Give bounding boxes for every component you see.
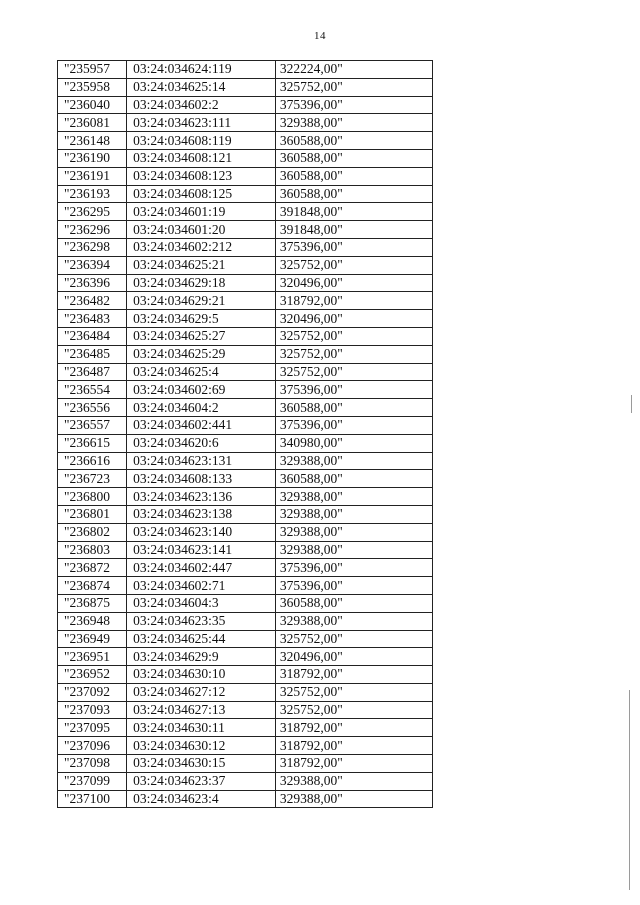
row-number: "237092 bbox=[58, 683, 127, 701]
table-row bbox=[58, 256, 433, 274]
table-row bbox=[58, 416, 433, 434]
table-row bbox=[58, 737, 433, 755]
value-cell: 320496,00" bbox=[275, 648, 432, 666]
value-cell: 375396,00" bbox=[275, 96, 432, 114]
cadastral-number: 03:24:034630:11 bbox=[127, 719, 276, 737]
value-cell: 391848,00" bbox=[275, 203, 432, 221]
value-cell: 325752,00" bbox=[275, 701, 432, 719]
cadastral-number: 03:24:034623:138 bbox=[127, 505, 276, 523]
value-cell: 329388,00" bbox=[275, 505, 432, 523]
table-row bbox=[58, 755, 433, 773]
cadastral-number: 03:24:034623:35 bbox=[127, 612, 276, 630]
cadastral-number: 03:24:034602:447 bbox=[127, 559, 276, 577]
row-number: "236874 bbox=[58, 577, 127, 595]
table-row bbox=[58, 790, 433, 808]
value-cell: 329388,00" bbox=[275, 790, 432, 808]
table-row bbox=[58, 559, 433, 577]
value-cell: 318792,00" bbox=[275, 292, 432, 310]
value-cell: 320496,00" bbox=[275, 310, 432, 328]
scan-margin-mark bbox=[629, 690, 630, 890]
cadastral-number: 03:24:034630:10 bbox=[127, 666, 276, 684]
table-row bbox=[58, 612, 433, 630]
cadastral-number: 03:24:034629:5 bbox=[127, 310, 276, 328]
cadastral-number: 03:24:034608:133 bbox=[127, 470, 276, 488]
row-number: "236723 bbox=[58, 470, 127, 488]
table-row bbox=[58, 292, 433, 310]
value-cell: 325752,00" bbox=[275, 327, 432, 345]
value-cell: 325752,00" bbox=[275, 256, 432, 274]
value-cell: 329388,00" bbox=[275, 452, 432, 470]
cadastral-number: 03:24:034625:44 bbox=[127, 630, 276, 648]
value-cell: 340980,00" bbox=[275, 434, 432, 452]
value-cell: 375396,00" bbox=[275, 238, 432, 256]
row-number: "236298 bbox=[58, 238, 127, 256]
table-row bbox=[58, 78, 433, 96]
row-number: "236148 bbox=[58, 132, 127, 150]
cadastral-number: 03:24:034630:15 bbox=[127, 755, 276, 773]
value-cell: 318792,00" bbox=[275, 755, 432, 773]
row-number: "236800 bbox=[58, 488, 127, 506]
table-row bbox=[58, 434, 433, 452]
table-row bbox=[58, 238, 433, 256]
table-row bbox=[58, 185, 433, 203]
table-row bbox=[58, 452, 433, 470]
row-number: "236394 bbox=[58, 256, 127, 274]
row-number: "235957 bbox=[58, 61, 127, 79]
cadastral-number: 03:24:034625:29 bbox=[127, 345, 276, 363]
value-cell: 375396,00" bbox=[275, 381, 432, 399]
value-cell: 325752,00" bbox=[275, 683, 432, 701]
row-number: "236557 bbox=[58, 416, 127, 434]
cadastral-number: 03:24:034625:4 bbox=[127, 363, 276, 381]
table-row bbox=[58, 488, 433, 506]
row-number: "236951 bbox=[58, 648, 127, 666]
row-number: "236484 bbox=[58, 327, 127, 345]
value-cell: 325752,00" bbox=[275, 78, 432, 96]
row-number: "237100 bbox=[58, 790, 127, 808]
cadastral-number: 03:24:034601:19 bbox=[127, 203, 276, 221]
value-cell: 318792,00" bbox=[275, 719, 432, 737]
cadastral-number: 03:24:034608:121 bbox=[127, 149, 276, 167]
table-row bbox=[58, 203, 433, 221]
data-table bbox=[57, 60, 433, 808]
value-cell: 360588,00" bbox=[275, 185, 432, 203]
cadastral-number: 03:24:034625:14 bbox=[127, 78, 276, 96]
table-row bbox=[58, 630, 433, 648]
row-number: "236487 bbox=[58, 363, 127, 381]
cadastral-number: 03:24:034629:18 bbox=[127, 274, 276, 292]
cadastral-number: 03:24:034623:4 bbox=[127, 790, 276, 808]
table-row bbox=[58, 505, 433, 523]
cadastral-number: 03:24:034625:27 bbox=[127, 327, 276, 345]
cadastral-number: 03:24:034604:3 bbox=[127, 594, 276, 612]
value-cell: 360588,00" bbox=[275, 399, 432, 417]
value-cell: 320496,00" bbox=[275, 274, 432, 292]
value-cell: 360588,00" bbox=[275, 594, 432, 612]
cadastral-number: 03:24:034602:212 bbox=[127, 238, 276, 256]
cadastral-number: 03:24:034629:21 bbox=[127, 292, 276, 310]
table-row bbox=[58, 149, 433, 167]
scan-margin-mark bbox=[631, 395, 632, 413]
row-number: "236483 bbox=[58, 310, 127, 328]
cadastral-number: 03:24:034602:441 bbox=[127, 416, 276, 434]
value-cell: 329388,00" bbox=[275, 114, 432, 132]
row-number: "236485 bbox=[58, 345, 127, 363]
table-body bbox=[58, 61, 433, 808]
table-row bbox=[58, 523, 433, 541]
row-number: "236556 bbox=[58, 399, 127, 417]
cadastral-number: 03:24:034602:69 bbox=[127, 381, 276, 399]
row-number: "236615 bbox=[58, 434, 127, 452]
table-row bbox=[58, 399, 433, 417]
table-row bbox=[58, 274, 433, 292]
table-row bbox=[58, 683, 433, 701]
value-cell: 329388,00" bbox=[275, 772, 432, 790]
value-cell: 360588,00" bbox=[275, 470, 432, 488]
cadastral-number: 03:24:034604:2 bbox=[127, 399, 276, 417]
row-number: "236949 bbox=[58, 630, 127, 648]
value-cell: 318792,00" bbox=[275, 737, 432, 755]
row-number: "236803 bbox=[58, 541, 127, 559]
cadastral-number: 03:24:034627:12 bbox=[127, 683, 276, 701]
value-cell: 325752,00" bbox=[275, 630, 432, 648]
row-number: "236040 bbox=[58, 96, 127, 114]
row-number: "237096 bbox=[58, 737, 127, 755]
cadastral-number: 03:24:034608:123 bbox=[127, 167, 276, 185]
value-cell: 318792,00" bbox=[275, 666, 432, 684]
table-row bbox=[58, 666, 433, 684]
row-number: "236875 bbox=[58, 594, 127, 612]
page-number: 14 bbox=[314, 30, 326, 42]
row-number: "236396 bbox=[58, 274, 127, 292]
value-cell: 360588,00" bbox=[275, 167, 432, 185]
row-number: "236952 bbox=[58, 666, 127, 684]
table-row bbox=[58, 701, 433, 719]
cadastral-number: 03:24:034601:20 bbox=[127, 221, 276, 239]
cadastral-number: 03:24:034627:13 bbox=[127, 701, 276, 719]
cadastral-number: 03:24:034624:119 bbox=[127, 61, 276, 79]
value-cell: 322224,00" bbox=[275, 61, 432, 79]
cadastral-number: 03:24:034629:9 bbox=[127, 648, 276, 666]
row-number: "236295 bbox=[58, 203, 127, 221]
table-row bbox=[58, 310, 433, 328]
row-number: "237093 bbox=[58, 701, 127, 719]
cadastral-number: 03:24:034623:131 bbox=[127, 452, 276, 470]
table-row bbox=[58, 772, 433, 790]
table-row bbox=[58, 114, 433, 132]
cadastral-number: 03:24:034623:141 bbox=[127, 541, 276, 559]
cadastral-number: 03:24:034602:71 bbox=[127, 577, 276, 595]
value-cell: 325752,00" bbox=[275, 363, 432, 381]
value-cell: 375396,00" bbox=[275, 416, 432, 434]
cadastral-number: 03:24:034608:125 bbox=[127, 185, 276, 203]
table-row bbox=[58, 221, 433, 239]
table-row bbox=[58, 363, 433, 381]
table-row bbox=[58, 381, 433, 399]
table-row bbox=[58, 132, 433, 150]
value-cell: 329388,00" bbox=[275, 488, 432, 506]
table-row bbox=[58, 327, 433, 345]
table-row bbox=[58, 577, 433, 595]
table-row bbox=[58, 96, 433, 114]
table-row bbox=[58, 470, 433, 488]
cadastral-number: 03:24:034623:37 bbox=[127, 772, 276, 790]
cadastral-number: 03:24:034623:136 bbox=[127, 488, 276, 506]
row-number: "237095 bbox=[58, 719, 127, 737]
row-number: "236190 bbox=[58, 149, 127, 167]
row-number: "236191 bbox=[58, 167, 127, 185]
value-cell: 375396,00" bbox=[275, 577, 432, 595]
row-number: "236554 bbox=[58, 381, 127, 399]
value-cell: 329388,00" bbox=[275, 541, 432, 559]
row-number: "237098 bbox=[58, 755, 127, 773]
row-number: "236482 bbox=[58, 292, 127, 310]
cadastral-number: 03:24:034623:140 bbox=[127, 523, 276, 541]
table-row bbox=[58, 167, 433, 185]
table-row bbox=[58, 719, 433, 737]
cadastral-number: 03:24:034630:12 bbox=[127, 737, 276, 755]
table-row bbox=[58, 61, 433, 79]
value-cell: 375396,00" bbox=[275, 559, 432, 577]
value-cell: 391848,00" bbox=[275, 221, 432, 239]
cadastral-number: 03:24:034608:119 bbox=[127, 132, 276, 150]
value-cell: 329388,00" bbox=[275, 612, 432, 630]
cadastral-number: 03:24:034623:111 bbox=[127, 114, 276, 132]
row-number: "236802 bbox=[58, 523, 127, 541]
cadastral-number: 03:24:034625:21 bbox=[127, 256, 276, 274]
table-row bbox=[58, 648, 433, 666]
value-cell: 360588,00" bbox=[275, 132, 432, 150]
value-cell: 325752,00" bbox=[275, 345, 432, 363]
row-number: "236801 bbox=[58, 505, 127, 523]
table-row bbox=[58, 594, 433, 612]
row-number: "236872 bbox=[58, 559, 127, 577]
row-number: "236948 bbox=[58, 612, 127, 630]
value-cell: 329388,00" bbox=[275, 523, 432, 541]
table-row bbox=[58, 345, 433, 363]
row-number: "235958 bbox=[58, 78, 127, 96]
row-number: "236296 bbox=[58, 221, 127, 239]
row-number: "237099 bbox=[58, 772, 127, 790]
row-number: "236081 bbox=[58, 114, 127, 132]
cadastral-number: 03:24:034602:2 bbox=[127, 96, 276, 114]
row-number: "236616 bbox=[58, 452, 127, 470]
cadastral-number: 03:24:034620:6 bbox=[127, 434, 276, 452]
table-row bbox=[58, 541, 433, 559]
value-cell: 360588,00" bbox=[275, 149, 432, 167]
row-number: "236193 bbox=[58, 185, 127, 203]
